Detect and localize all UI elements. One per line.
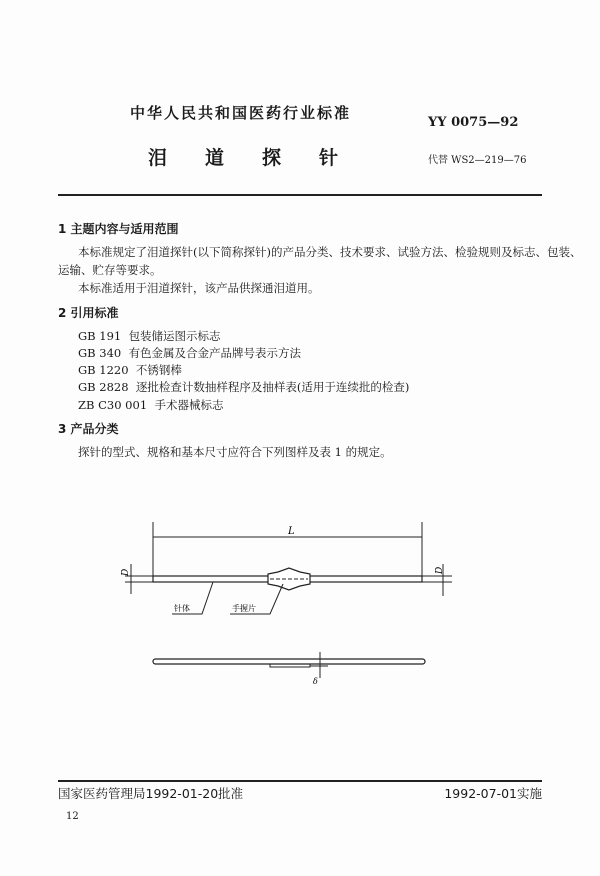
page-number: 12 [66,811,79,822]
section-1-heading: 1 主题内容与适用范围 [58,222,179,236]
ref-title: 逐批检查计数抽样程序及抽样表(适用于连续批的检查) [135,380,410,394]
ref-title: 包装储运图示标志 [128,329,221,343]
standard-code: YY 0075—92 [428,115,519,130]
label-grip: 手握片 [232,604,256,613]
probe-side-view [153,659,425,664]
replaces-note: 代替 WS2—219—76 [428,155,527,166]
section-1-para: 运输、贮存等要求。 [58,263,162,277]
ref-title: 有色金属及合金产品牌号表示方法 [128,346,302,360]
ref-code: GB 191 [78,329,122,343]
section-3-heading: 3 产品分类 [58,422,119,436]
document-title: 泪道探针 [148,147,377,169]
grip-side-view [270,664,310,667]
ref-code: ZB C30 001 [78,398,148,412]
effective-date: 1992-07-01实施 [444,786,542,801]
label-D-left: D [121,568,131,576]
ref-code: GB 340 [78,346,122,360]
approval-note: 国家医药管理局1992-01-20批准 [58,786,244,801]
footer-divider [58,780,542,782]
label-D-right: D [435,566,445,574]
label-body: 针体 [174,604,190,613]
section-1-para: 本标准适用于泪道探针，该产品供探通泪道用。 [78,281,320,295]
ref-code: GB 1220 [78,363,129,377]
label-thickness: δ [313,677,318,686]
section-2-heading: 2 引用标准 [58,306,119,320]
org-title: 中华人民共和国医药行业标准 [130,104,352,122]
section-1-para: 本标准规定了泪道探针(以下简称探针)的产品分类、技术要求、试验方法、检验规则及标志、包装、 [78,245,582,259]
label-L: L [288,526,295,537]
ref-title: 手术器械标志 [154,398,224,412]
ref-code: GB 2828 [78,380,129,394]
section-3-para: 探针的型式、规格和基本尺寸应符合下列图样及表 1 的规定。 [78,445,392,459]
ref-title: 不锈钢棒 [135,363,182,377]
